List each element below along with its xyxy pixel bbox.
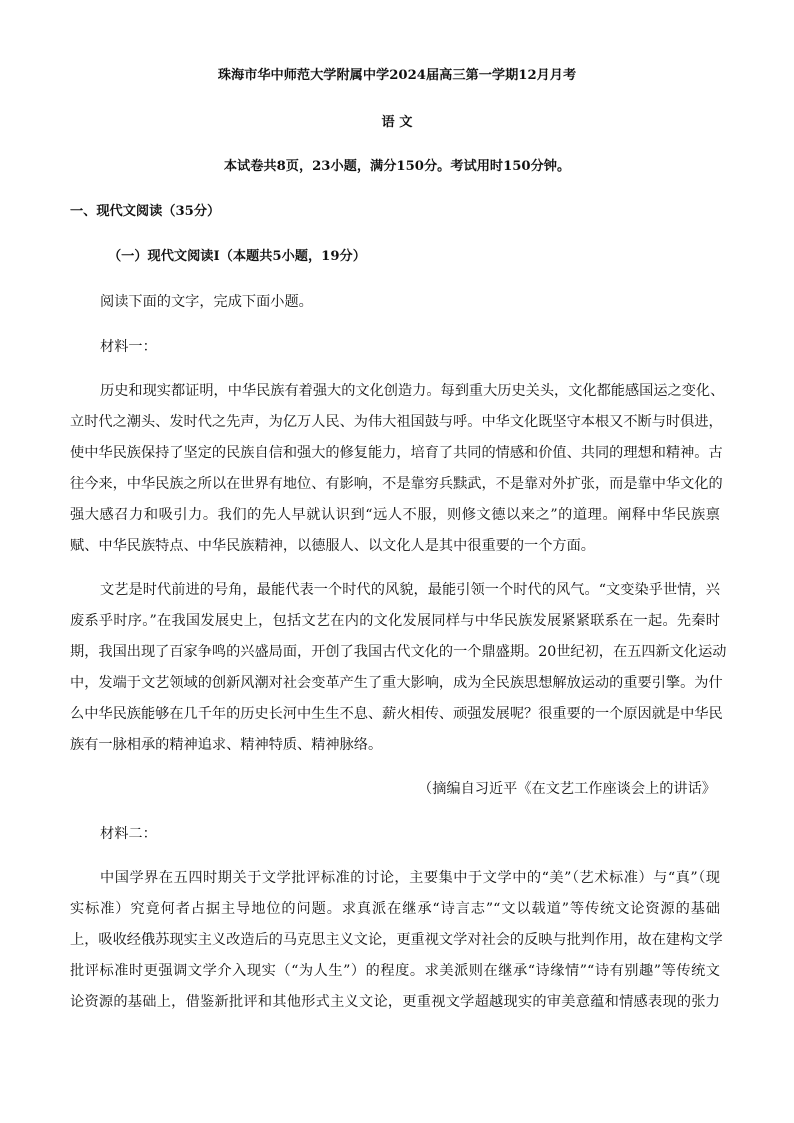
material1-source: （摘编自习近平《在文艺工作座谈会上的讲话》 bbox=[418, 781, 716, 797]
paragraph-line: 论资源的基础上，借鉴新批评和其他形式主义文论，更重视文学超越现实的审美意蕴和情感表现的张力 bbox=[70, 994, 720, 1010]
paragraph-line: 历史和现实都证明，中华民族有着强大的文化创造力。每到重大历史关头，文化都能感国运之变化、 bbox=[100, 383, 725, 399]
paragraph-line: 使中华民族保持了坚定的民族自信和强大的修复能力，培育了共同的情感和价值、共同的理想和精神。古 bbox=[70, 445, 723, 461]
paragraph-line: 上，吸收经俄苏现实主义改造后的马克思主义文论，更重视文学对社会的反映与批判作用，故在建构文学 bbox=[70, 932, 723, 948]
section-heading: 一、现代文阅读（35分） bbox=[70, 204, 221, 219]
paragraph-line: 中，发端于文艺领域的创新风潮对社会变革产生了重大影响，成为全民族思想解放运动的重要引擎。为什 bbox=[70, 675, 723, 691]
paragraph-line: 实标准）究竟何者占据主导地位的问题。求真派在继承“诗言志”“文以载道”等传统文论资源的基础 bbox=[70, 901, 720, 917]
paragraph-line: 期，我国出现了百家争鸣的兴盛局面，开创了我国古代文化的一个鼎盛期。20世纪初，在五四新文化运动 bbox=[70, 644, 727, 660]
paragraph-line: 废系乎时序。”在我国发展史上，包括文艺在内的文化发展同样与中华民族发展紧紧联系在一起。先秦时 bbox=[70, 613, 720, 629]
paragraph-line: 中国学界在五四时期关于文学批评标准的讨论，主要集中于文学中的“美”（艺术标准）与“真”（现 bbox=[100, 870, 720, 886]
material1-label: 材料一： bbox=[100, 339, 157, 355]
sub-section-heading: （一）现代文阅读Ⅰ（本题共5小题，19分） bbox=[108, 249, 366, 264]
exam-notice: 本试卷共8页，23小题，满分150分。考试用时150分钟。 bbox=[223, 159, 571, 174]
reading-instruction: 阅读下面的文字，完成下面小题。 bbox=[100, 294, 313, 310]
paragraph-line: 强大感召力和吸引力。我们的先人早就认识到“远人不服，则修文德以来之”的道理。阐释中华民族禀 bbox=[70, 507, 720, 523]
paragraph-line: 文艺是时代前进的号角，最能代表一个时代的风貌，最能引领一个时代的风气。“文变染乎世情，兴 bbox=[100, 582, 720, 598]
paragraph-line: 往今来，中华民族之所以在世界有地位、有影响，不是靠穷兵黩武，不是靠对外扩张，而是靠中华文化的 bbox=[70, 476, 723, 492]
paragraph-line: 立时代之潮头、发时代之先声，为亿万人民、为伟大祖国鼓与呼。中华文化既坚守本根又不断与时俱进， bbox=[70, 414, 723, 430]
material2-label: 材料二： bbox=[100, 826, 157, 842]
subject-title: 语 文 bbox=[381, 115, 413, 130]
paragraph-line: 赋、中华民族特点、中华民族精神，以德服人、以文化人是其中很重要的一个方面。 bbox=[70, 538, 595, 554]
paragraph-line: 么中华民族能够在几千年的历史长河中生生不息、薪火相传、顽强发展呢？很重要的一个原因就是中华民 bbox=[70, 706, 723, 722]
exam-title: 珠海市华中师范大学附属中学2024届高三第一学期12月月考 bbox=[217, 68, 577, 83]
paragraph-line: 族有一脉相承的精神追求、精神特质、精神脉络。 bbox=[70, 737, 383, 753]
paragraph-line: 批评标准时更强调文学介入现实（“为人生”）的程度。求美派则在继承“诗缘情”“诗有别趣”等传统文 bbox=[70, 963, 720, 979]
